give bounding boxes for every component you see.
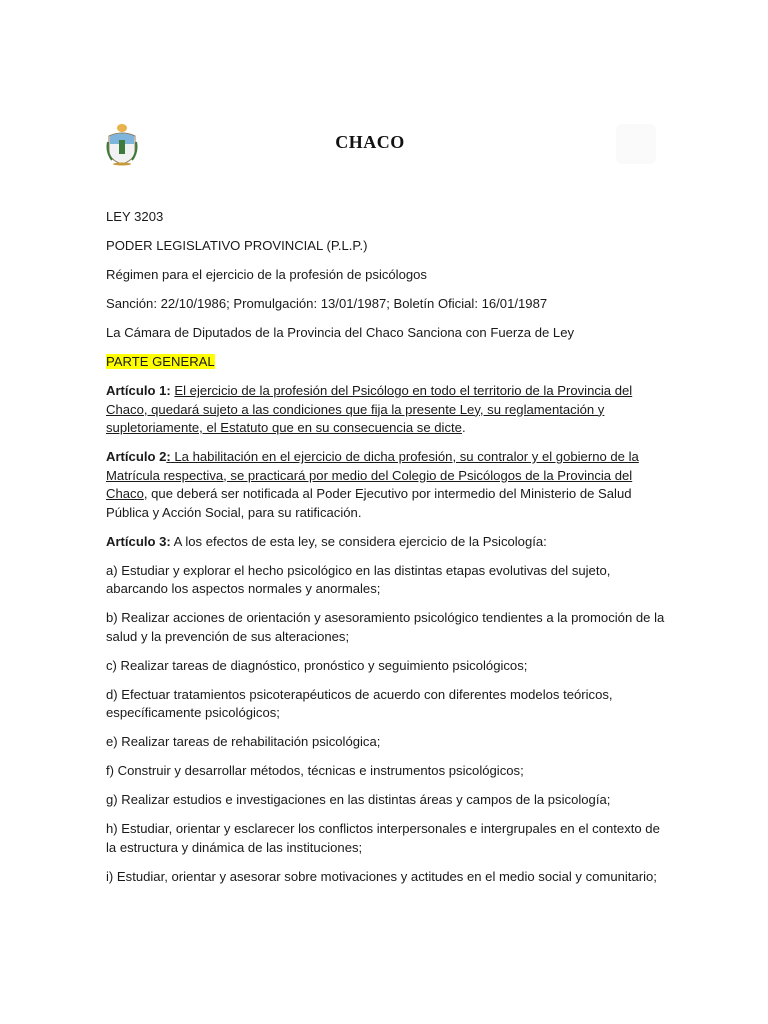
article-2-label: Artículo 2 [106, 449, 167, 464]
article-2 [106, 448, 666, 522]
list-item: e) Realizar tareas de rehabilitación psicológica; [106, 734, 381, 749]
list-item: c) Realizar tareas de diagnóstico, pronóstico y seguimiento psicológicos; [106, 657, 528, 673]
article-1 [106, 382, 666, 438]
article-3 [106, 533, 666, 552]
list-item: f) Construir y desarrollar métodos, técnicas e instrumentos psicológicos; [106, 763, 524, 778]
list-item: d) Efectuar tratamientos psicoterapéuticos de acuerdo con diferentes modelos teóricos, específicamente psicológicos; [106, 686, 613, 720]
article-2-colon: : [166, 449, 171, 464]
list-item: a) Estudiar y explorar el hecho psicológico en las distintas etapas evolutivas del sujeto, abarcando los aspectos normales y anormales; [106, 562, 611, 596]
list-item: i) Estudiar, orientar y asesorar sobre motivaciones y actitudes en el medio social y comunitario; [106, 868, 657, 884]
law-dates: Sanción: 22/10/1986; Promulgación: 13/01/1987; Boletín Oficial: 16/01/1987 [106, 296, 548, 311]
enactment-line: La Cámara de Diputados de la Provincia del Chaco Sanciona con Fuerza de Ley [106, 325, 575, 340]
list-item: h) Estudiar, orientar y esclarecer los conflictos interpersonales e intergrupales en el contexto de la estructura y dinámica de las instituciones; [106, 821, 660, 855]
law-subject: Régimen para el ejercicio de la profesión de psicólogos [106, 267, 427, 282]
list-item: g) Realizar estudios e investigaciones en las distintas áreas y campos de la psicología; [106, 792, 611, 807]
header-title: CHACO [335, 132, 405, 152]
faded-emblem [616, 124, 656, 164]
article-2-text-rest: , que deberá ser notificada al Poder Ejecutivo por intermedio del Ministerio de Salud Pública y Acción Social, para su ratificación. [106, 486, 632, 520]
article-1-end: . [461, 420, 466, 435]
article-1-label: Artículo 1: [106, 383, 171, 398]
document-body [106, 208, 666, 897]
article-3-label: Artículo 3: [106, 533, 171, 549]
legislature-line: PODER LEGISLATIVO PROVINCIAL (P.L.P.) [106, 238, 368, 253]
list-item: b) Realizar acciones de orientación y asesoramiento psicológico tendientes a la promoción de la salud y la prevención de sus alteraciones; [106, 610, 665, 644]
article-1-text: El ejercicio de la profesión del Psicólogo en todo el territorio de la Provincia del Chaco, quedará sujeto a las condiciones que fija la presente Ley, su reglamentación y supletoriamente, el Estatuto que en su consecuencia se dicte [106, 383, 633, 435]
section-heading [106, 353, 666, 372]
article-2-text-underlined: La habilitación en el ejercicio de dicha profesión, su contralor y el gobierno de la Matrícula respectiva, se practicará por medio del Colegio de Psicólogos de la Provincia del Chaco [106, 449, 639, 501]
article-3-text: A los efectos de esta ley, se considera ejercicio de la Psicología: [170, 533, 547, 549]
section-heading-text: PARTE GENERAL [106, 354, 215, 369]
law-number: LEY 3203 [106, 209, 164, 224]
